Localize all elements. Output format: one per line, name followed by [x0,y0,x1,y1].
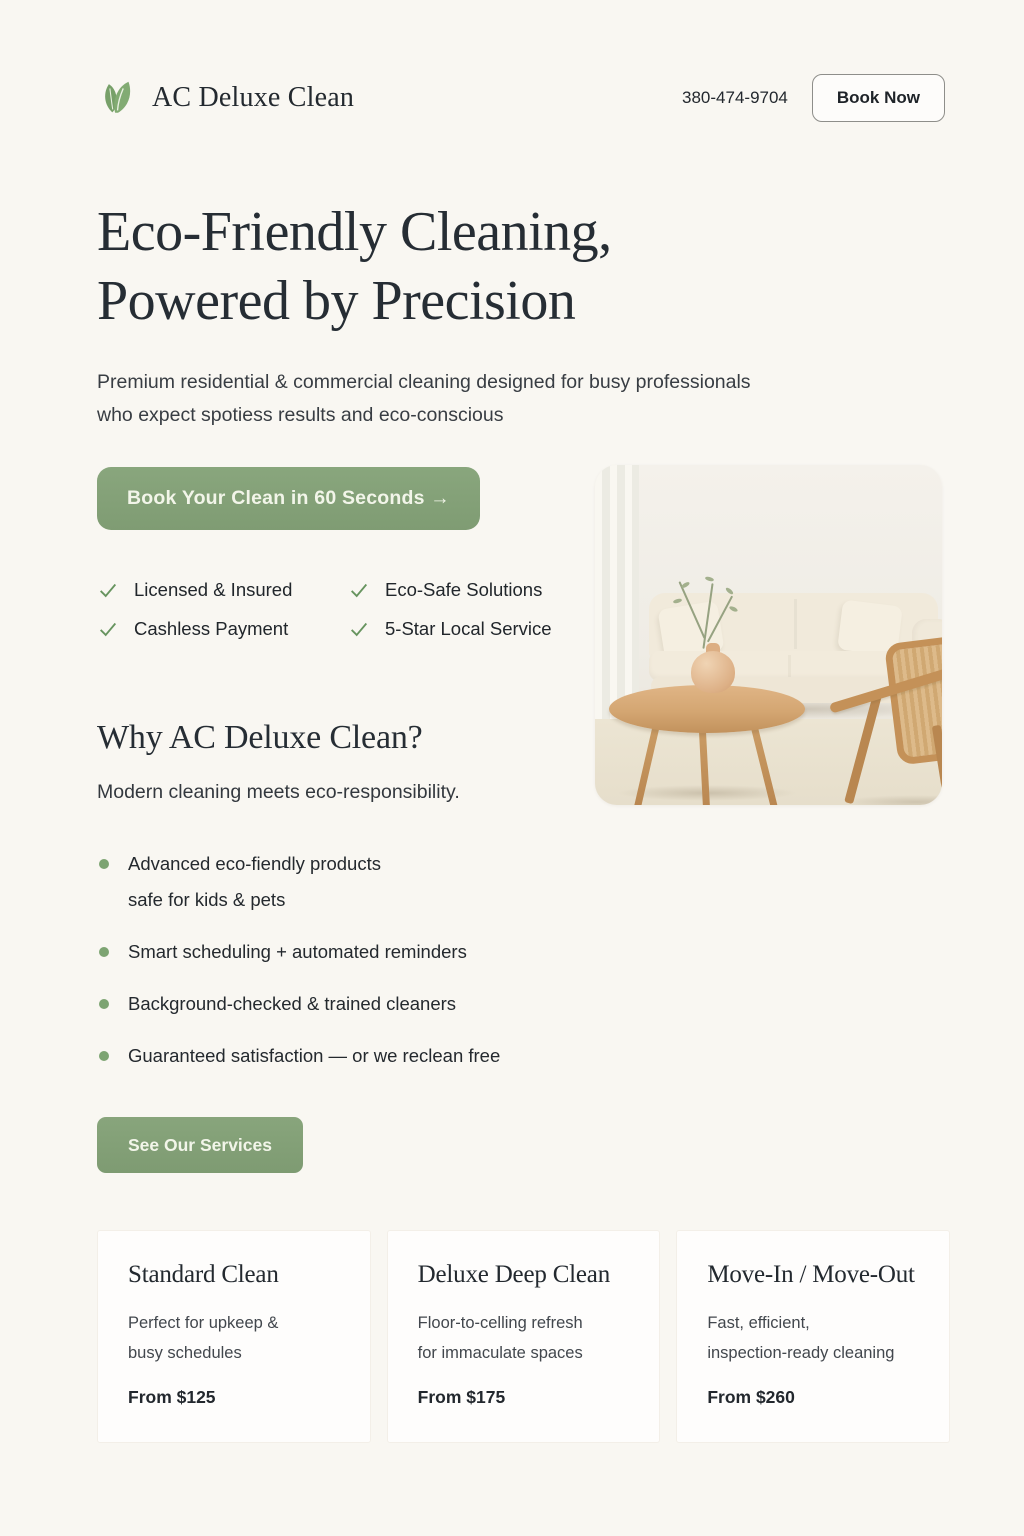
card-title: Move-In / Move-Out [707,1261,915,1288]
card-desc-line: for immaculate spaces [417,1344,583,1362]
check-icon [97,579,119,601]
leaf-icon [97,77,139,119]
check-icon [348,618,370,640]
card-price: From $125 [128,1387,216,1407]
card-desc-line: Floor-to-celling refresh [417,1314,583,1332]
card-title: Deluxe Deep Clean [417,1261,611,1288]
service-cards [97,1230,950,1443]
brand-logo[interactable] [97,77,354,119]
hero-title [97,198,612,336]
header [97,74,945,122]
feature-checklist [97,579,552,640]
plant-leaf [673,598,683,604]
bullet-text [128,846,381,918]
card-desc-line: busy schedules [128,1344,242,1362]
card-desc-line: Perfect for upkeep & [128,1314,279,1332]
check-icon [348,579,370,601]
hero-subtitle [97,366,751,432]
feature-licensed [97,579,348,601]
book-now-button[interactable]: Book Now [812,74,945,122]
brand-name: AC Deluxe Clean [152,82,355,113]
feature-label: 5-Star Local Service [385,618,552,639]
coffee-table-illustration [609,685,805,801]
hero-subtitle-line2: who expect spotiess results and eco-conscious [97,404,504,426]
feature-label: Cashless Payment [134,618,289,639]
why-subheading: Modern cleaning meets eco-responsibility. [97,781,460,803]
bullet-dot-icon [99,947,109,957]
list-item [99,1038,659,1074]
list-item [99,986,659,1022]
why-heading: Why AC Deluxe Clean? [97,719,423,756]
hero-title-line1: Eco-Friendly Cleaning, [97,201,612,263]
plant-leaf [705,576,715,582]
card-title: Standard Clean [128,1261,279,1288]
card-price: From $175 [417,1387,506,1407]
plant-leaf [681,581,691,589]
feature-5-star [348,618,552,640]
bullet-dot-icon [99,999,109,1009]
see-services-button[interactable]: See Our Services [97,1117,303,1173]
vase-illustration [691,643,735,693]
feature-label: Licensed & Insured [134,579,293,600]
phone-number[interactable]: 380-474-9704 [682,88,788,107]
service-card-move [676,1230,950,1443]
plant-stem [678,581,705,638]
card-desc-line: inspection-ready cleaning [707,1344,895,1362]
bullet-text: Guaranteed satisfaction — or we reclean free [128,1045,501,1066]
benefits-list [99,846,659,1090]
bullet-dot-icon [99,859,109,869]
bullet-line: Advanced eco-fiendly products [128,853,381,874]
feature-eco-safe [348,579,552,601]
book-clean-cta-button[interactable]: Book Your Clean in 60 Seconds → [97,467,480,530]
feature-cashless [97,618,348,640]
card-price: From $260 [707,1387,795,1407]
armchair-illustration [831,637,942,805]
bullet-text: Background-checked & trained cleaners [128,993,457,1014]
vase-body [691,651,735,693]
hero-subtitle-line1: Premium residential & commercial cleaning designed for busy professionals [97,371,751,393]
service-card-standard [97,1230,371,1443]
bullet-text: Smart scheduling + automated reminders [128,941,467,962]
hero-title-line2: Powered by Precision [97,270,576,332]
bullet-line: safe for kids & pets [128,889,286,910]
chair-cane-back [884,630,942,765]
card-description [418,1308,630,1368]
card-description [707,1308,919,1368]
card-desc-line: Fast, efficient, [707,1314,810,1332]
living-room-photo [595,465,942,805]
list-item [99,846,659,918]
plant-leaf [729,605,739,612]
feature-label: Eco-Safe Solutions [385,579,543,600]
card-description [128,1308,340,1368]
chair-shadow [841,795,942,805]
service-card-deluxe [387,1230,661,1443]
plant-leaf [725,587,734,596]
check-icon [97,618,119,640]
chair-leg [932,725,942,805]
header-right [682,74,945,122]
plant-sprig-illustration [661,577,747,653]
list-item [99,934,659,970]
bullet-dot-icon [99,1051,109,1061]
